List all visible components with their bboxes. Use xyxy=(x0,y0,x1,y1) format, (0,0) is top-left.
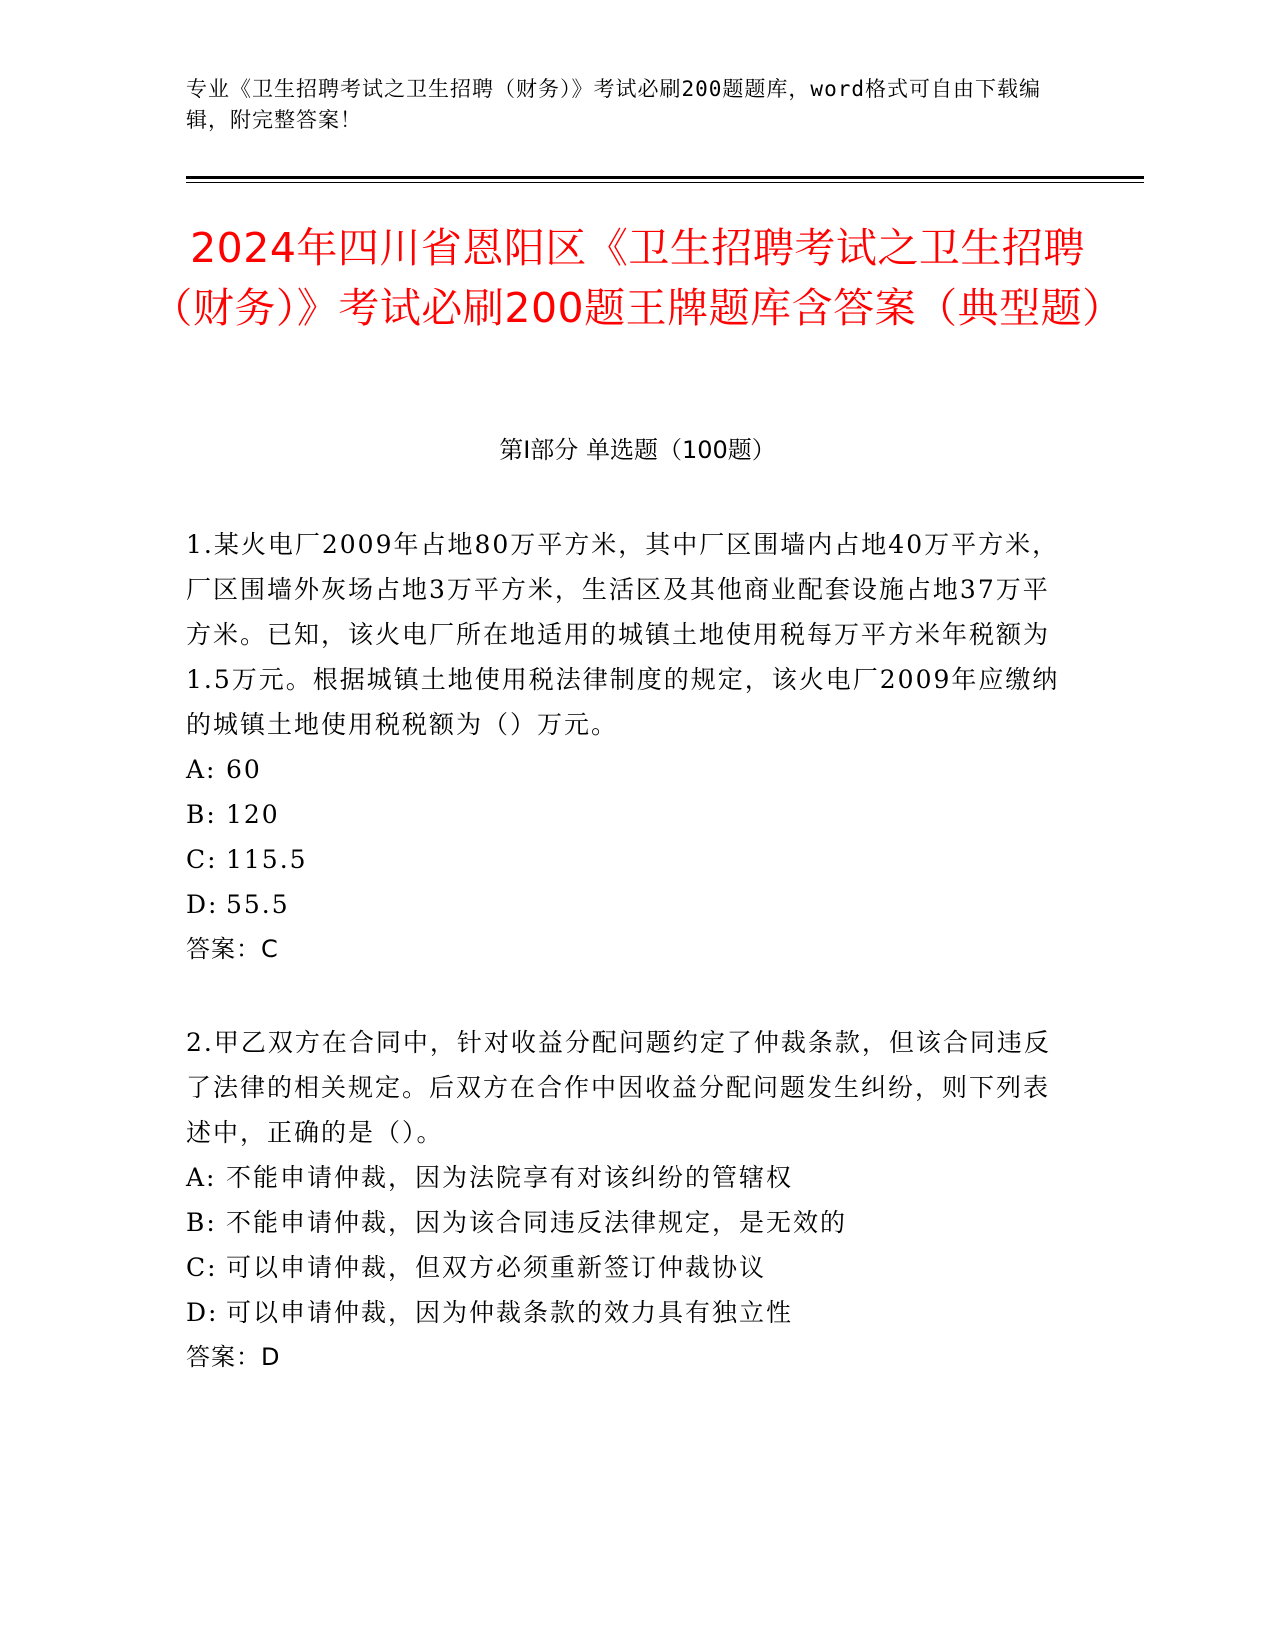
header-divider-thick xyxy=(186,176,1144,179)
option-b xyxy=(186,1200,1066,1245)
option-key: A: xyxy=(186,1163,217,1192)
option-key: A: xyxy=(186,755,217,784)
option-d xyxy=(186,1290,1066,1335)
option-key: B: xyxy=(186,1208,217,1237)
option-a xyxy=(186,747,1066,792)
option-c xyxy=(186,1245,1066,1290)
header-divider-thin xyxy=(186,182,1144,183)
option-text: 不能申请仲裁，因为法院享有对该纠纷的管辖权 xyxy=(226,1163,794,1192)
section-heading: 第I部分 单选题（100题） xyxy=(499,436,776,464)
question-2 xyxy=(186,1020,1066,1380)
document-title: 2024年四川省恩阳区《卫生招聘考试之卫生招聘（财务）》考试必刷200题王牌题库含答案（典型题） xyxy=(151,224,1124,332)
answer-line: 答案：C xyxy=(186,935,279,963)
answer-line: 答案：D xyxy=(186,1343,281,1371)
question-stem: 2.甲乙双方在合同中，针对收益分配问题约定了仲裁条款，但该合同违反了法律的相关规定。后双方在合作中因收益分配问题发生纠纷，则下列表述中，正确的是（）。 xyxy=(186,1028,1051,1147)
option-a xyxy=(186,1155,1066,1200)
option-text: 55.5 xyxy=(226,890,290,919)
option-text: 115.5 xyxy=(226,845,308,874)
option-key: D: xyxy=(186,1298,219,1327)
option-key: C: xyxy=(186,1253,218,1282)
option-text: 60 xyxy=(226,755,262,784)
option-key: D: xyxy=(186,890,219,919)
option-text: 可以申请仲裁，因为仲裁条款的效力具有独立性 xyxy=(226,1298,794,1327)
option-d xyxy=(186,882,1066,927)
option-key: C: xyxy=(186,845,218,874)
option-b xyxy=(186,792,1066,837)
option-key: B: xyxy=(186,800,217,829)
option-text: 不能申请仲裁，因为该合同违反法律规定，是无效的 xyxy=(226,1208,848,1237)
option-c xyxy=(186,837,1066,882)
intro-text: 专业《卫生招聘考试之卫生招聘（财务）》考试必刷200题题库，word格式可自由下载编辑，附完整答案！ xyxy=(186,77,1041,132)
question-stem: 1.某火电厂2009年占地80万平方米，其中厂区围墙内占地40万平方米，厂区围墙外灰场占地3万平方米，生活区及其他商业配套设施占地37万平方米。已知，该火电厂所在地适用的城镇土地使用税每万平方米年税额为1.5万元。根据城镇土地使用税法律制度的规定，该火电厂2009年应缴纳的城镇土地使用税税额为（）万元。 xyxy=(186,530,1060,739)
question-1 xyxy=(186,522,1066,972)
option-text: 120 xyxy=(226,800,280,829)
option-text: 可以申请仲裁，但双方必须重新签订仲裁协议 xyxy=(226,1253,767,1282)
